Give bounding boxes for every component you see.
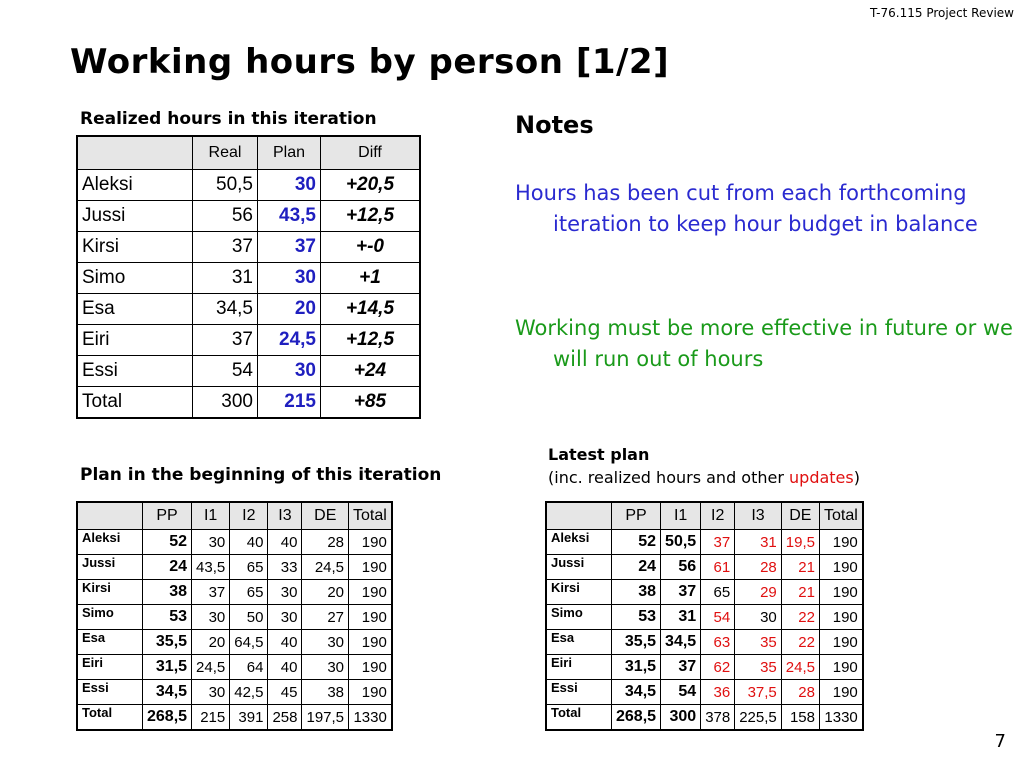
table-cell: 62: [701, 655, 735, 680]
table-cell: +14,5: [321, 294, 421, 325]
table-cell: 53: [612, 605, 661, 630]
table-cell: 38: [612, 580, 661, 605]
note-item: Working must be more effective in future or we will run out of hours: [515, 316, 1013, 371]
table-cell: 215: [192, 705, 230, 731]
table-cell: 38: [143, 580, 192, 605]
table-cell: 268,5: [143, 705, 192, 731]
table-row: [77, 655, 392, 680]
header-cell: DE: [781, 502, 819, 530]
subtitle-text: (inc. realized hours and other: [548, 468, 790, 487]
table-cell: 22: [781, 630, 819, 655]
table-cell: 190: [349, 680, 392, 705]
plan-begin-caption: Plan in the beginning of this iteration: [80, 465, 442, 485]
table-cell: 190: [819, 555, 862, 580]
table-cell: 30: [258, 263, 321, 294]
table-cell: 37: [193, 232, 258, 263]
table-cell: Essi: [77, 680, 143, 705]
header-cell: I1: [192, 502, 230, 530]
table-cell: Aleksi: [77, 530, 143, 555]
table-cell: 65: [701, 580, 735, 605]
table-cell: Simo: [77, 263, 193, 294]
table-cell: Essi: [77, 356, 193, 387]
table-cell: 30: [192, 680, 230, 705]
table-cell: 43,5: [192, 555, 230, 580]
table-cell: 28: [302, 530, 349, 555]
table-cell: 20: [258, 294, 321, 325]
table-cell: 190: [349, 580, 392, 605]
table-cell: 45: [268, 680, 302, 705]
table-cell: +12,5: [321, 201, 421, 232]
table-header-row: [546, 502, 863, 530]
table-row: [77, 580, 392, 605]
latest-plan-table: [545, 501, 864, 731]
table-cell: 31: [735, 530, 782, 555]
table-cell: +85: [321, 387, 421, 419]
table-cell: Total: [546, 705, 612, 731]
table-row: [77, 232, 420, 263]
header-cell: Total: [819, 502, 862, 530]
table-cell: +12,5: [321, 325, 421, 356]
table-header-row: [77, 502, 392, 530]
table-cell: Jussi: [546, 555, 612, 580]
header-cell: [77, 136, 193, 170]
header-cell: Diff: [321, 136, 421, 170]
table-cell: 37: [701, 530, 735, 555]
table-cell: 158: [781, 705, 819, 731]
table-cell: 35: [735, 630, 782, 655]
table-cell: 391: [230, 705, 268, 731]
table-cell: 24,5: [781, 655, 819, 680]
table-cell: 38: [302, 680, 349, 705]
header-cell: I2: [701, 502, 735, 530]
table-cell: +20,5: [321, 170, 421, 201]
table-cell: 30: [268, 580, 302, 605]
table-row: [546, 580, 863, 605]
table-cell: Kirsi: [77, 232, 193, 263]
table-cell: 22: [781, 605, 819, 630]
table-header-row: [77, 136, 420, 170]
table-cell: 37: [661, 655, 701, 680]
table-cell: 37,5: [735, 680, 782, 705]
table-cell: 65: [230, 580, 268, 605]
table-cell: 190: [819, 580, 862, 605]
table-cell: 61: [701, 555, 735, 580]
table-cell: Aleksi: [77, 170, 193, 201]
table-cell: 54: [661, 680, 701, 705]
table-cell: 24,5: [192, 655, 230, 680]
course-header: T-76.115 Project Review: [869, 6, 1014, 20]
table-cell: 30: [192, 605, 230, 630]
table-cell: Jussi: [77, 201, 193, 232]
table-row: [77, 680, 392, 705]
table-cell: Esa: [77, 294, 193, 325]
table-cell: +24: [321, 356, 421, 387]
table-row: [77, 294, 420, 325]
latest-plan-caption: [548, 443, 860, 489]
table-cell: 63: [701, 630, 735, 655]
table-cell: 50,5: [661, 530, 701, 555]
header-cell: PP: [612, 502, 661, 530]
header-cell: [546, 502, 612, 530]
table-cell: +1: [321, 263, 421, 294]
table-cell: 30: [302, 630, 349, 655]
slide-title: Working hours by person [1/2]: [70, 42, 670, 82]
table-cell: 300: [661, 705, 701, 731]
table-cell: Aleksi: [546, 530, 612, 555]
table-cell: 34,5: [612, 680, 661, 705]
table-cell: 378: [701, 705, 735, 731]
table-cell: Eiri: [77, 325, 193, 356]
table-cell: 37: [192, 580, 230, 605]
page-number: 7: [994, 731, 1006, 752]
realized-hours-table: [76, 135, 421, 419]
header-cell: I2: [230, 502, 268, 530]
table-cell: 190: [819, 655, 862, 680]
header-cell: I1: [661, 502, 701, 530]
table-cell: Jussi: [77, 555, 143, 580]
table-cell: 24,5: [258, 325, 321, 356]
table-cell: +-0: [321, 232, 421, 263]
realized-caption: Realized hours in this iteration: [80, 109, 377, 129]
table-cell: 35: [735, 655, 782, 680]
table-cell: 197,5: [302, 705, 349, 731]
table-row: [546, 655, 863, 680]
table-cell: Esa: [546, 630, 612, 655]
table-cell: Esa: [77, 630, 143, 655]
table-row: [546, 630, 863, 655]
table-cell: 35,5: [612, 630, 661, 655]
table-row: [77, 170, 420, 201]
table-cell: 56: [661, 555, 701, 580]
table-row: [77, 201, 420, 232]
latest-plan-title: Latest plan: [548, 445, 650, 464]
table-row: [77, 555, 392, 580]
table-cell: 37: [193, 325, 258, 356]
table-cell: 31,5: [143, 655, 192, 680]
table-cell: 34,5: [193, 294, 258, 325]
table-cell: 52: [612, 530, 661, 555]
notes-title: Notes: [515, 111, 594, 139]
table-row: [546, 555, 863, 580]
table-cell: 40: [230, 530, 268, 555]
table-row: [77, 605, 392, 630]
table-cell: 24,5: [302, 555, 349, 580]
table-cell: 190: [819, 530, 862, 555]
table-cell: 190: [819, 630, 862, 655]
table-cell: 1330: [349, 705, 392, 731]
table-cell: 37: [661, 580, 701, 605]
header-cell: Real: [193, 136, 258, 170]
table-cell: 31: [661, 605, 701, 630]
table-cell: 190: [349, 555, 392, 580]
table-cell: 30: [302, 655, 349, 680]
table-row: [77, 705, 392, 731]
header-cell: I3: [268, 502, 302, 530]
table-cell: 40: [268, 530, 302, 555]
table-row: [77, 530, 392, 555]
table-row: [546, 705, 863, 731]
table-cell: 190: [349, 530, 392, 555]
header-cell: I3: [735, 502, 782, 530]
table-row: [546, 680, 863, 705]
table-cell: 190: [819, 605, 862, 630]
table-cell: 190: [819, 680, 862, 705]
table-cell: 215: [258, 387, 321, 419]
table-cell: 28: [735, 555, 782, 580]
table-cell: 30: [268, 605, 302, 630]
table-cell: Total: [77, 387, 193, 419]
table-cell: 54: [701, 605, 735, 630]
table-cell: Eiri: [546, 655, 612, 680]
table-cell: 35,5: [143, 630, 192, 655]
table-cell: 54: [193, 356, 258, 387]
table-cell: 29: [735, 580, 782, 605]
table-cell: 24: [612, 555, 661, 580]
note-item: Hours has been cut from each forthcoming iteration to keep hour budget in balance: [515, 181, 978, 236]
table-cell: 30: [735, 605, 782, 630]
table-cell: 24: [143, 555, 192, 580]
table-row: [546, 605, 863, 630]
header-cell: Plan: [258, 136, 321, 170]
table-cell: 40: [268, 630, 302, 655]
table-cell: 190: [349, 655, 392, 680]
table-row: [77, 356, 420, 387]
table-cell: Eiri: [77, 655, 143, 680]
table-cell: 268,5: [612, 705, 661, 731]
table-cell: 300: [193, 387, 258, 419]
table-cell: Simo: [77, 605, 143, 630]
header-cell: [77, 502, 143, 530]
table-cell: 37: [258, 232, 321, 263]
table-cell: 30: [258, 170, 321, 201]
table-row: [77, 630, 392, 655]
table-cell: 31: [193, 263, 258, 294]
table-row: [77, 263, 420, 294]
table-cell: 56: [193, 201, 258, 232]
table-cell: Kirsi: [546, 580, 612, 605]
table-cell: 34,5: [143, 680, 192, 705]
table-cell: 30: [258, 356, 321, 387]
table-cell: 190: [349, 630, 392, 655]
header-cell: DE: [302, 502, 349, 530]
table-cell: 20: [302, 580, 349, 605]
table-cell: Simo: [546, 605, 612, 630]
table-cell: 64: [230, 655, 268, 680]
table-cell: 27: [302, 605, 349, 630]
table-cell: 34,5: [661, 630, 701, 655]
table-cell: 36: [701, 680, 735, 705]
table-row: [546, 530, 863, 555]
table-cell: Total: [77, 705, 143, 731]
table-row: [77, 387, 420, 419]
table-cell: Kirsi: [77, 580, 143, 605]
table-cell: 50: [230, 605, 268, 630]
updates-highlight: updates: [789, 468, 854, 487]
table-cell: 31,5: [612, 655, 661, 680]
table-cell: 258: [268, 705, 302, 731]
table-cell: 30: [192, 530, 230, 555]
plan-begin-table: [76, 501, 393, 731]
table-cell: 65: [230, 555, 268, 580]
table-cell: Essi: [546, 680, 612, 705]
table-cell: 50,5: [193, 170, 258, 201]
table-cell: 21: [781, 555, 819, 580]
table-row: [77, 325, 420, 356]
table-cell: 19,5: [781, 530, 819, 555]
table-cell: 53: [143, 605, 192, 630]
table-cell: 28: [781, 680, 819, 705]
header-cell: Total: [349, 502, 392, 530]
table-cell: 52: [143, 530, 192, 555]
header-cell: PP: [143, 502, 192, 530]
table-cell: 42,5: [230, 680, 268, 705]
latest-plan-subtitle: [548, 466, 860, 489]
table-cell: 190: [349, 605, 392, 630]
table-cell: 43,5: [258, 201, 321, 232]
table-cell: 64,5: [230, 630, 268, 655]
table-cell: 40: [268, 655, 302, 680]
subtitle-suffix: ): [853, 468, 860, 487]
table-cell: 20: [192, 630, 230, 655]
table-cell: 1330: [819, 705, 862, 731]
table-cell: 33: [268, 555, 302, 580]
table-cell: 225,5: [735, 705, 782, 731]
table-cell: 21: [781, 580, 819, 605]
